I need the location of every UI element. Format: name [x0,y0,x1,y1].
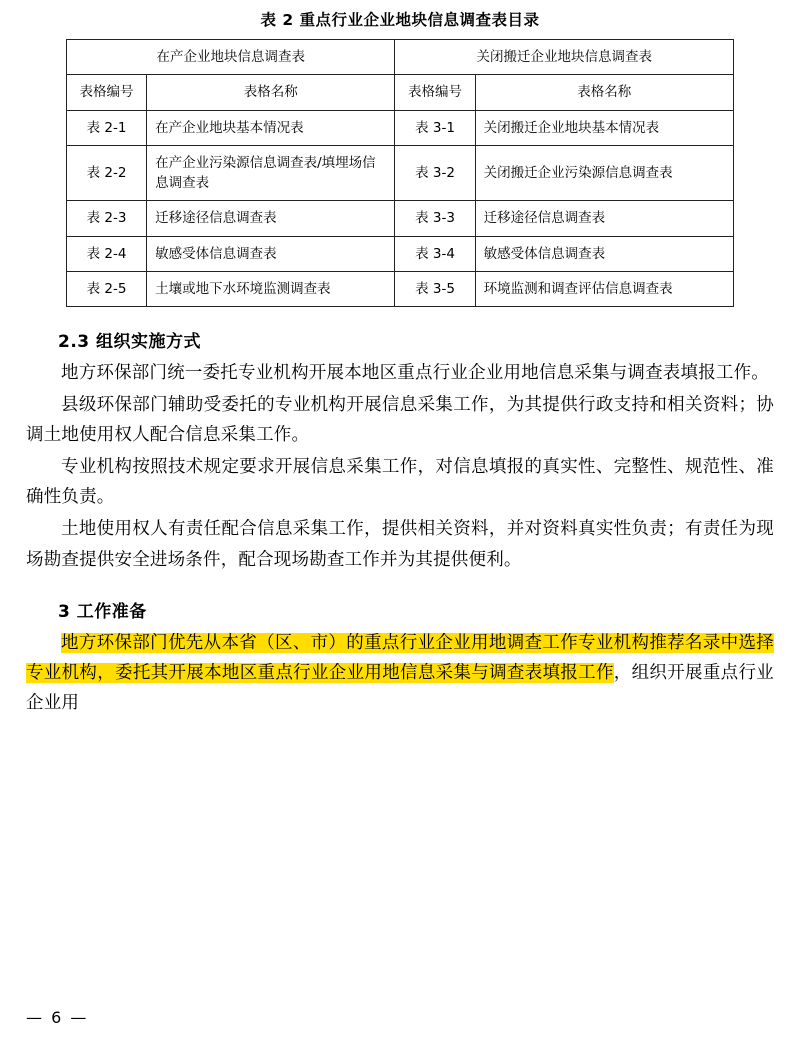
table-row [67,271,734,306]
page-footer [0,1008,800,1027]
table-row [67,201,734,236]
cell-name-a: 土壤或地下水环境监测调查表 [147,271,395,306]
highlighted-text: 地方环保部门优先从本省（区、市）的重点行业企业用地调查工作专业机构推荐名录中选择专业机构，委托其开展本地区重点行业企业用地信息采集与调查表填报工作 [26,632,774,683]
cell-code-a: 表 2-3 [67,201,147,236]
cell-code-a: 表 2-2 [67,145,147,201]
cell-name-a: 敏感受体信息调查表 [147,236,395,271]
paragraph: 专业机构按照技术规定要求开展信息采集工作，对信息填报的真实性、完整性、规范性、准确性负责。 [26,457,774,508]
cell-code-b: 表 3-3 [395,201,475,236]
table-group-header-row [67,40,734,75]
cell-name-b: 敏感受体信息调查表 [475,236,733,271]
cell-name-a: 在产企业污染源信息调查表/填埋场信息调查表 [147,145,395,201]
cell-code-b: 表 3-4 [395,236,475,271]
cell-code-b: 表 3-1 [395,110,475,145]
sub-header-name-b: 表格名称 [475,75,733,110]
cell-name-b: 关闭搬迁企业地块基本情况表 [475,110,733,145]
cell-name-b: 迁移途径信息调查表 [475,201,733,236]
cell-code-a: 表 2-4 [67,236,147,271]
paragraph-tail: ，组织开展重点行业企业用 [26,662,774,713]
table-caption: 表 2 重点行业企业地块信息调查表目录 [260,11,540,29]
cell-code-b: 表 3-5 [395,271,475,306]
table-row [67,236,734,271]
section-heading-2-3: 2.3 组织实施方式 [58,332,202,352]
table-sub-header-row [67,75,734,110]
group-header-in-production: 在产企业地块信息调查表 [67,40,395,75]
paragraph: 县级环保部门辅助受委托的专业机构开展信息采集工作，为其提供行政支持和相关资料；协调土地使用权人配合信息采集工作。 [26,395,774,446]
section-heading-3: 3 工作准备 [58,601,147,622]
cell-code-b: 表 3-2 [395,145,475,201]
cell-code-a: 表 2-5 [67,271,147,306]
sub-header-code-a: 表格编号 [67,75,147,110]
sub-header-name-a: 表格名称 [147,75,395,110]
group-header-relocated: 关闭搬迁企业地块信息调查表 [395,40,734,75]
cell-name-a: 在产企业地块基本情况表 [147,110,395,145]
cell-code-a: 表 2-1 [67,110,147,145]
table-row [67,110,734,145]
paragraph: 土地使用权人有责任配合信息采集工作，提供相关资料，并对资料真实性负责；有责任为现场勘查提供安全进场条件，配合现场勘查工作并为其提供便利。 [26,519,774,570]
cell-name-b: 环境监测和调查评估信息调查表 [475,271,733,306]
cell-name-a: 迁移途径信息调查表 [147,201,395,236]
page-number: — 6 — [26,1008,89,1027]
paragraph: 地方环保部门统一委托专业机构开展本地区重点行业企业用地信息采集与调查表填报工作。 [61,363,769,383]
table-2 [66,39,734,307]
cell-name-b: 关闭搬迁企业污染源信息调查表 [475,145,733,201]
paragraph-highlighted [22,628,778,718]
sub-header-code-b: 表格编号 [395,75,475,110]
table-row [67,145,734,201]
